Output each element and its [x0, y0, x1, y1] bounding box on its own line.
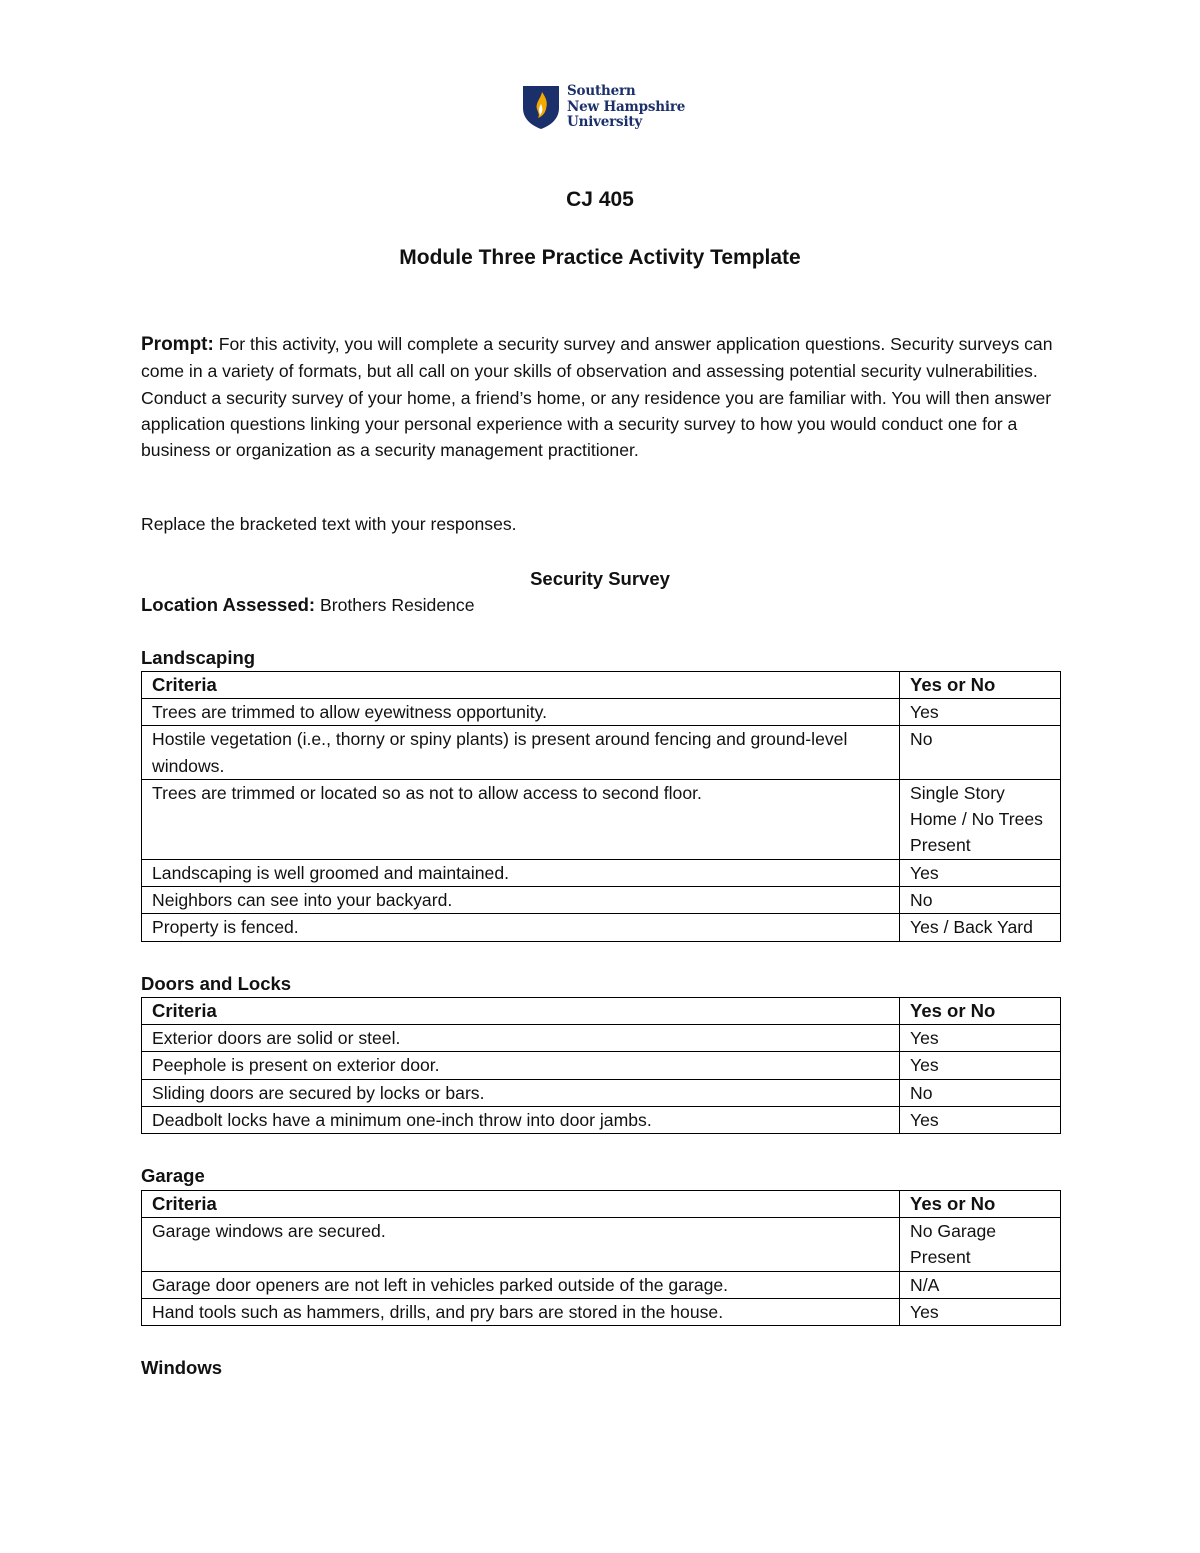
- criteria-cell: Sliding doors are secured by locks or bars.: [142, 1079, 900, 1106]
- answer-cell: No: [900, 887, 1061, 914]
- doors-table: [141, 997, 1061, 1134]
- table-row: [142, 1298, 1061, 1325]
- prompt-text: For this activity, you will complete a security survey and answer application questions. Security surveys can come in a variety of formats, but all call on your skills of observation and assessing potential security vulnerabilities. Conduct a security survey of your home, a friend’s home, or any residence you are familiar with. You will then answer application questions linking your personal experience with a security survey to how you would conduct one for a business or organization as a security management practitioner.: [141, 334, 1053, 461]
- landscaping-table: [141, 671, 1061, 942]
- criteria-header: Criteria: [142, 998, 900, 1025]
- table-row: [142, 1218, 1061, 1272]
- answer-cell: Yes: [900, 699, 1061, 726]
- criteria-cell: Exterior doors are solid or steel.: [142, 1025, 900, 1052]
- table-row: [142, 1052, 1061, 1079]
- prompt-paragraph: [141, 331, 1061, 463]
- logo-line-2: New Hampshire: [567, 98, 686, 115]
- answer-cell: Yes: [900, 1052, 1061, 1079]
- table-row: [142, 779, 1061, 859]
- table-header-row: [142, 672, 1061, 699]
- criteria-cell: Neighbors can see into your backyard.: [142, 887, 900, 914]
- answer-header: Yes or No: [900, 998, 1061, 1025]
- table-row: [142, 1025, 1061, 1052]
- table-row: [142, 859, 1061, 886]
- section-title-landscaping: Landscaping: [141, 647, 256, 668]
- answer-cell: No: [900, 726, 1061, 780]
- criteria-cell: Deadbolt locks have a minimum one-inch throw into door jambs.: [142, 1106, 900, 1133]
- table-row: [142, 1106, 1061, 1133]
- answer-header: Yes or No: [900, 672, 1061, 699]
- criteria-header: Criteria: [142, 1191, 900, 1218]
- answer-cell: No Garage Present: [900, 1218, 1061, 1272]
- table-header-row: [142, 998, 1061, 1025]
- answer-cell: No: [900, 1079, 1061, 1106]
- table-row: [142, 1271, 1061, 1298]
- answer-cell: N/A: [900, 1271, 1061, 1298]
- criteria-cell: Garage door openers are not left in vehicles parked outside of the garage.: [142, 1271, 900, 1298]
- logo-line-1: Southern: [567, 83, 636, 99]
- criteria-cell: Hostile vegetation (i.e., thorny or spiny plants) is present around fencing and ground-level windows.: [142, 726, 900, 780]
- table-row: [142, 914, 1061, 941]
- criteria-cell: Peephole is present on exterior door.: [142, 1052, 900, 1079]
- criteria-cell: Property is fenced.: [142, 914, 900, 941]
- criteria-header: Criteria: [142, 672, 900, 699]
- table-header-row: [142, 1191, 1061, 1218]
- criteria-cell: Trees are trimmed to allow eyewitness opportunity.: [142, 699, 900, 726]
- answer-cell: Yes: [900, 1298, 1061, 1325]
- criteria-cell: Garage windows are secured.: [142, 1218, 900, 1272]
- table-row: [142, 699, 1061, 726]
- shield-flame-icon: [521, 84, 561, 130]
- survey-title: Security Survey: [530, 568, 670, 589]
- answer-cell: Yes: [900, 1106, 1061, 1133]
- criteria-cell: Trees are trimmed or located so as not to allow access to second floor.: [142, 779, 900, 859]
- answer-cell: Yes: [900, 1025, 1061, 1052]
- location-label: Location Assessed:: [141, 594, 316, 615]
- table-row: [142, 726, 1061, 780]
- criteria-cell: Landscaping is well groomed and maintained.: [142, 859, 900, 886]
- logo-wordmark: [567, 84, 685, 131]
- garage-table: [141, 1190, 1061, 1326]
- section-title-garage: Garage: [141, 1165, 205, 1186]
- answer-cell: Single Story Home / No Trees Present: [900, 779, 1061, 859]
- section-title-doors: Doors and Locks: [141, 973, 292, 994]
- answer-header: Yes or No: [900, 1191, 1061, 1218]
- document-title: Module Three Practice Activity Template: [399, 246, 801, 269]
- table-row: [142, 887, 1061, 914]
- location-value: Brothers Residence: [315, 595, 475, 615]
- location-assessed: [141, 594, 475, 616]
- prompt-label: Prompt:: [141, 334, 214, 355]
- instructions-text: Replace the bracketed text with your responses.: [141, 514, 517, 534]
- answer-cell: Yes: [900, 859, 1061, 886]
- university-logo: [521, 84, 685, 130]
- criteria-cell: Hand tools such as hammers, drills, and pry bars are stored in the house.: [142, 1298, 900, 1325]
- course-code: CJ 405: [566, 188, 634, 211]
- answer-cell: Yes / Back Yard: [900, 914, 1061, 941]
- section-title-windows: Windows: [141, 1357, 223, 1378]
- logo-line-3: University: [567, 114, 643, 130]
- table-row: [142, 1079, 1061, 1106]
